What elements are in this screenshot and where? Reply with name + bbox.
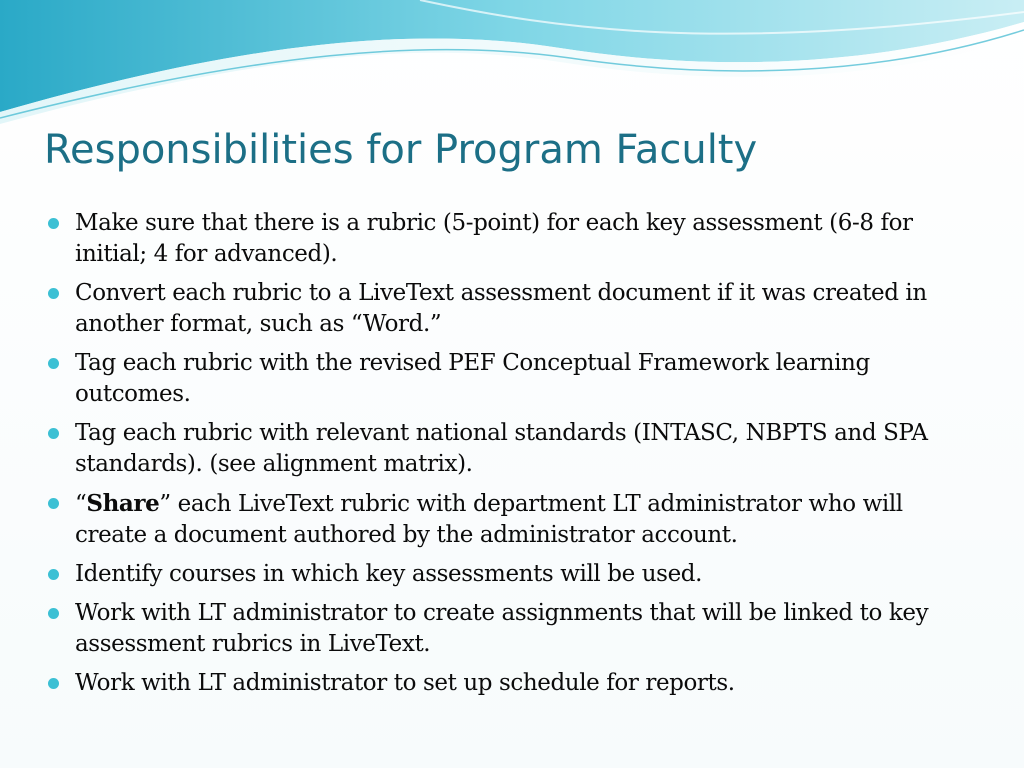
bullet-marker-icon xyxy=(48,428,59,439)
bullet-marker-icon xyxy=(48,498,59,509)
bullet-text: Convert each rubric to a LiveText assessment document if it was created in another format, such as “Word.” xyxy=(75,280,927,337)
bullet-item xyxy=(44,668,959,699)
bullet-text: Tag each rubric with relevant national standards (INTASC, NBPTS and SPA standards). (see alignment matrix). xyxy=(75,420,928,477)
bullet-text: ” each LiveText rubric with department LT administrator who will create a document authored by the administrator account. xyxy=(75,491,903,548)
bullet-item xyxy=(44,488,959,551)
bullet-list xyxy=(44,208,959,707)
bullet-text: Work with LT administrator to create assignments that will be linked to key assessment rubrics in LiveText. xyxy=(75,600,929,657)
bullet-marker-icon xyxy=(48,218,59,229)
bullet-item xyxy=(44,208,959,270)
bullet-text: Tag each rubric with the revised PEF Conceptual Framework learning outcomes. xyxy=(75,350,870,407)
bullet-item xyxy=(44,598,959,660)
bullet-marker-icon xyxy=(48,569,59,580)
bullet-item xyxy=(44,348,959,410)
bullet-text-open-quote: “ xyxy=(75,491,87,517)
header-wave-decoration xyxy=(0,0,1024,130)
bullet-text: Make sure that there is a rubric (5-point) for each key assessment (6-8 for initial; 4 for advanced). xyxy=(75,210,913,267)
bullet-marker-icon xyxy=(48,608,59,619)
bullet-text-emphasis: Share xyxy=(86,490,160,517)
bullet-text: Identify courses in which key assessments will be used. xyxy=(75,561,703,587)
bullet-item xyxy=(44,278,959,340)
slide-title: Responsibilities for Program Faculty xyxy=(44,127,758,173)
bullet-item xyxy=(44,418,959,480)
bullet-marker-icon xyxy=(48,288,59,299)
bullet-text: Work with LT administrator to set up schedule for reports. xyxy=(75,670,735,696)
bullet-marker-icon xyxy=(48,678,59,689)
bullet-marker-icon xyxy=(48,358,59,369)
bullet-item xyxy=(44,559,959,590)
